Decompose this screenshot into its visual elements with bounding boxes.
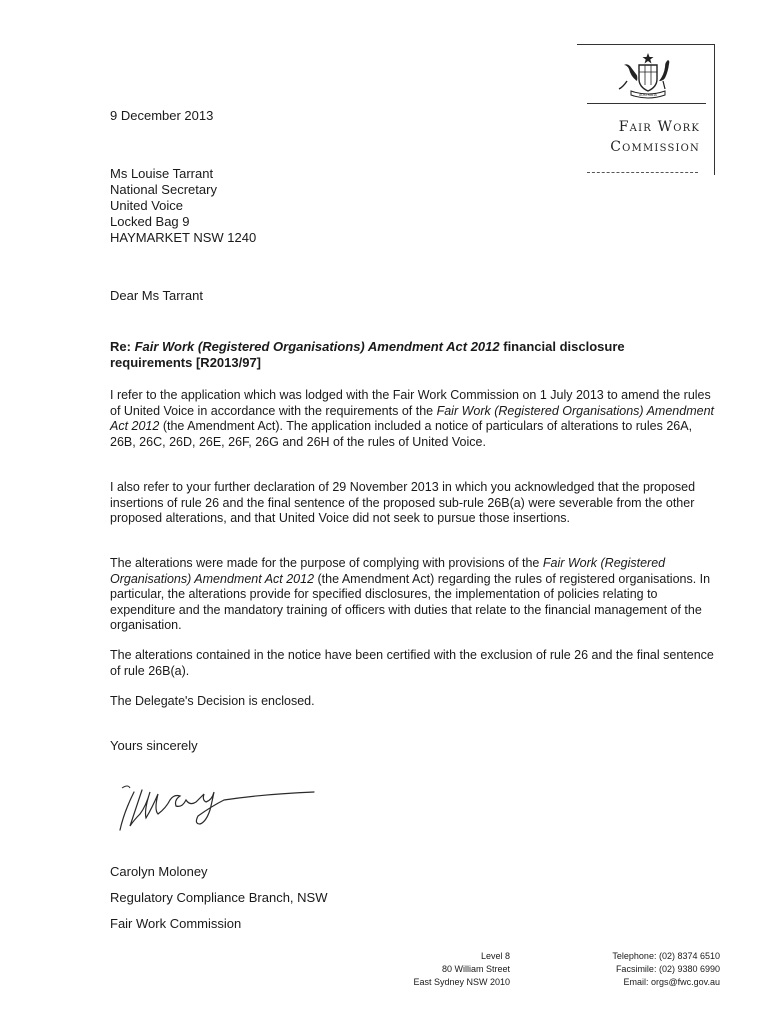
recipient-address	[110, 166, 256, 246]
body-paragraph-5: The Delegate's Decision is enclosed.	[110, 694, 315, 708]
footer-address	[380, 950, 510, 989]
letter-date: 9 December 2013	[110, 108, 214, 123]
recipient-po-box: Locked Bag 9	[110, 214, 190, 229]
footer-contact	[580, 950, 720, 989]
recipient-organisation: United Voice	[110, 198, 183, 213]
crest-ribbon-text: AUSTRALIA	[639, 93, 657, 97]
body-paragraph-2: I also refer to your further declaration of 29 November 2013 in which you acknowledged that the proposed insertions of rule 26 and the final sentence of the proposed sub-rule 26B(a) were severable from the other proposed alterations, and that United Voice did not seek to pursue those insertions.	[110, 480, 696, 525]
logo-line-1: Fair Work	[618, 119, 700, 135]
paragraph-1-text-b: (the Amendment Act). The application included a notice of particulars of alterations to rules 26A, 26B, 26C, 26D, 26E, 26F, 26G and 26H of the rules of United Voice.	[110, 419, 693, 449]
paragraph-1-text-a: I refer to the application which was lodged with the Fair Work Commission on 1 July 2013 to amend the rules of United Voice in accordance with the requirements of the	[110, 388, 711, 418]
paragraph-3-text-a: The alterations were made for the purpose of complying with provisions of the	[110, 556, 543, 570]
signatory-name: Carolyn Moloney	[110, 864, 208, 879]
recipient-suburb: HAYMARKET NSW 1240	[110, 230, 257, 245]
footer-address-suburb: East Sydney NSW 2010	[413, 977, 510, 987]
logo-divider-bottom	[587, 172, 698, 173]
footer-address-street: 80 William Street	[441, 964, 510, 974]
paragraph-1-act-title: Fair Work (Registered Organisations) Amendment Act 2012	[110, 403, 714, 433]
letterhead-logo	[577, 44, 715, 175]
subject-line	[110, 339, 710, 371]
footer-facsimile: Facsimile: (02) 9380 6990	[615, 964, 720, 974]
body-paragraph-4: The alterations contained in the notice have been certified with the exclusion of rule 26 and the final sentence of rule 26B(a).	[110, 648, 714, 678]
logo-line-2: Commission	[610, 139, 700, 155]
signatory-branch: Regulatory Compliance Branch, NSW	[110, 890, 328, 905]
logo-divider-top	[587, 103, 706, 104]
recipient-title: National Secretary	[110, 182, 217, 197]
footer-address-level: Level 8	[480, 951, 510, 961]
subject-suffix: financial disclosure requirements [R2013/97]	[110, 339, 625, 370]
commonwealth-crest-icon	[617, 51, 679, 99]
closing: Yours sincerely	[110, 738, 198, 753]
logo-wordmark	[577, 117, 700, 157]
paragraph-3-text-b: (the Amendment Act) regarding the rules of registered organisations. In particular, the alterations provide for specified disclosures, the implementation of policies relating to expenditure and the mandatory training of officers with duties that relate to the financial management of the organisation.	[110, 571, 711, 632]
recipient-name: Ms Louise Tarrant	[110, 166, 214, 181]
signatory-organisation: Fair Work Commission	[110, 916, 242, 931]
body-paragraph-1	[110, 388, 714, 450]
body-paragraph-3	[110, 556, 714, 634]
subject-prefix: Re:	[110, 339, 135, 354]
paragraph-3-act-title: Fair Work (Registered Organisations) Amendment Act 2012	[110, 556, 666, 586]
subject-act-title: Fair Work (Registered Organisations) Amendment Act 2012	[134, 339, 500, 354]
footer-telephone: Telephone: (02) 8374 6510	[612, 951, 720, 961]
salutation: Dear Ms Tarrant	[110, 288, 203, 303]
handwritten-signature	[112, 780, 362, 838]
footer-email: Email: orgs@fwc.gov.au	[623, 977, 720, 987]
